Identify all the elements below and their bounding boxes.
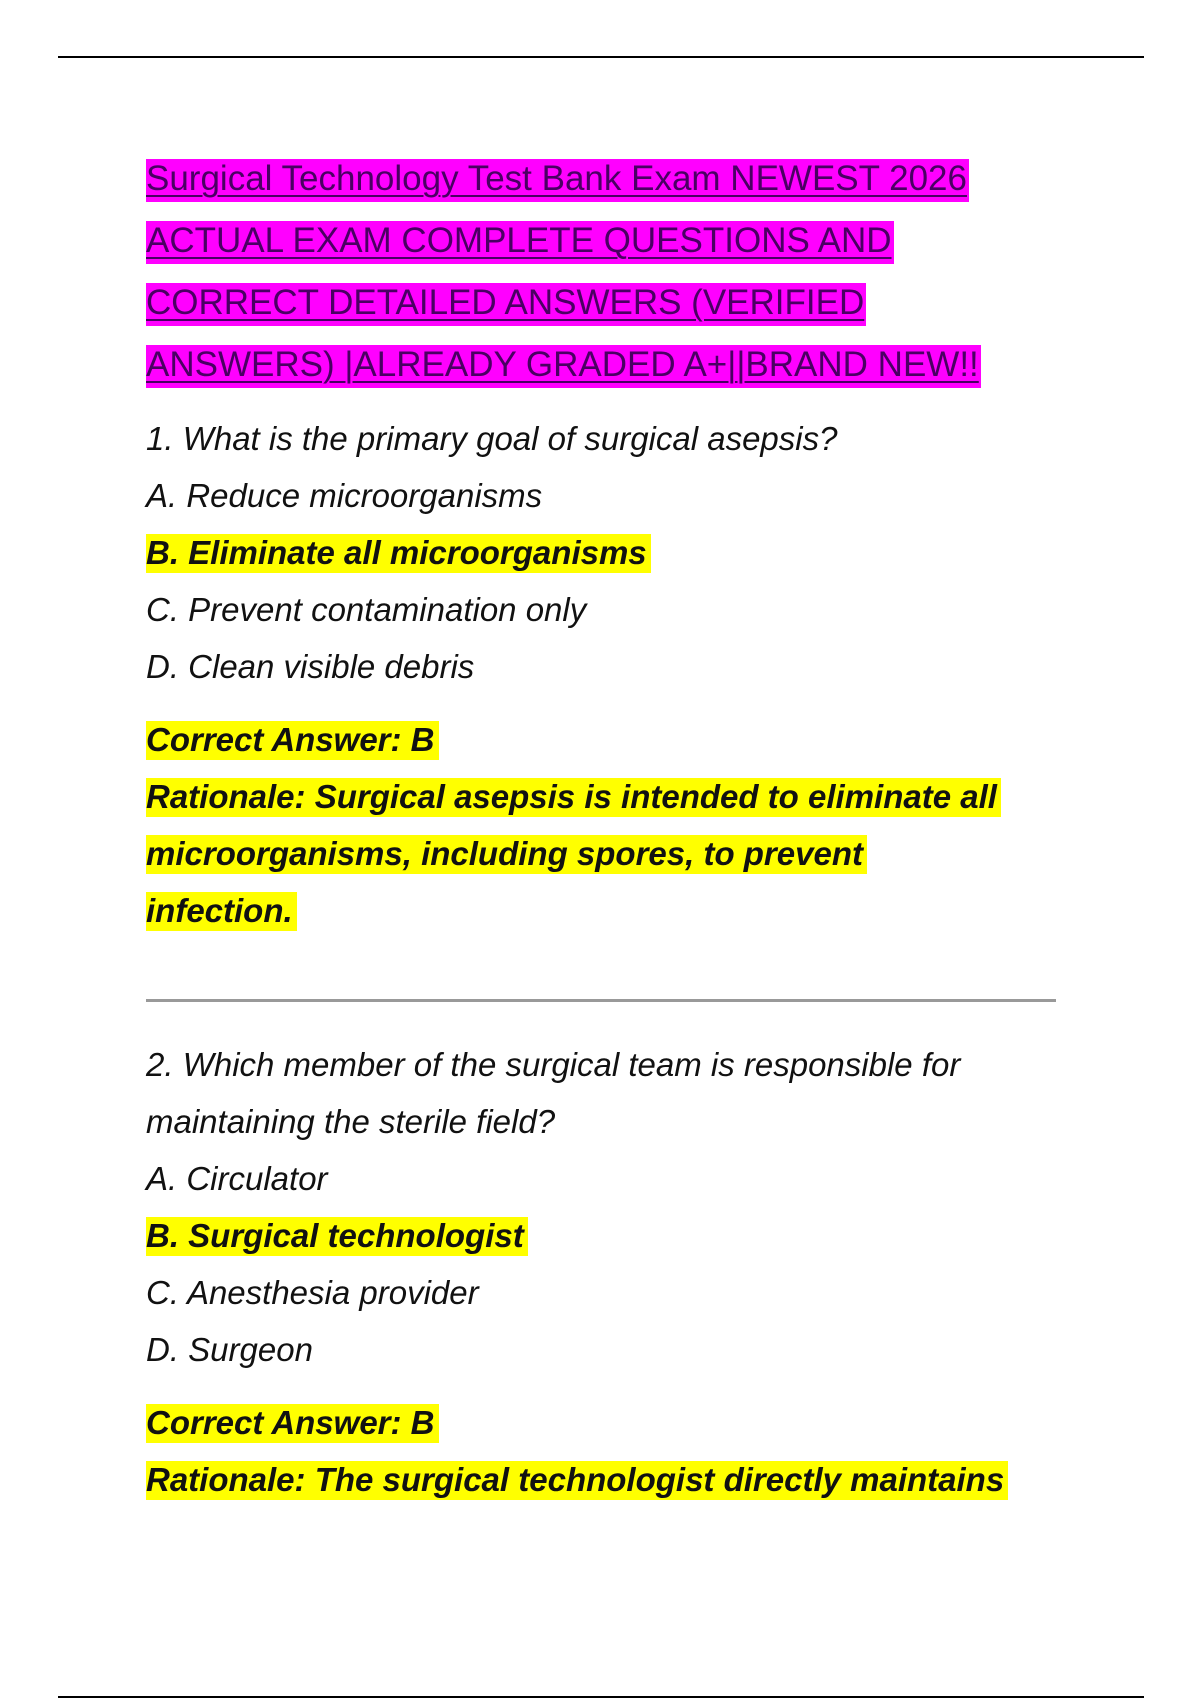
question-text-line: maintaining the sterile field? xyxy=(146,1103,556,1140)
rationale-line: infection. xyxy=(146,882,1066,939)
option-b-correct: B. Surgical technologist xyxy=(146,1207,1066,1264)
title-line: ANSWERS) |ALREADY GRADED A+||BRAND NEW!! xyxy=(146,345,981,388)
title-line: CORRECT DETAILED ANSWERS (VERIFIED xyxy=(146,283,866,326)
question-text-line: 2. Which member of the surgical team is responsible for xyxy=(146,1046,961,1083)
option-d: D. Surgeon xyxy=(146,1331,313,1368)
option-d: D. Clean visible debris xyxy=(146,648,475,685)
footer-rule xyxy=(58,1696,1144,1698)
document-title xyxy=(146,148,1066,396)
answer-block xyxy=(146,711,1066,939)
title-line: Surgical Technology Test Bank Exam NEWEST 2026 xyxy=(146,159,969,202)
rationale-line: Rationale: Surgical asepsis is intended to eliminate all xyxy=(146,768,1066,825)
option-a: A. Reduce microorganisms xyxy=(146,477,543,514)
correct-answer: Correct Answer: B xyxy=(146,1394,1066,1451)
option-c: C. Anesthesia provider xyxy=(146,1274,479,1311)
rationale-line: Rationale: The surgical technologist directly maintains xyxy=(146,1451,1066,1508)
option-a: A. Circulator xyxy=(146,1160,328,1197)
option-c: C. Prevent contamination only xyxy=(146,591,587,628)
section-divider xyxy=(146,999,1056,1002)
title-line: ACTUAL EXAM COMPLETE QUESTIONS AND xyxy=(146,221,894,264)
header-rule xyxy=(58,56,1144,58)
page-content xyxy=(146,148,1066,1508)
correct-answer: Correct Answer: B xyxy=(146,711,1066,768)
question-text: 1. What is the primary goal of surgical asepsis? xyxy=(146,420,838,457)
option-b-correct: B. Eliminate all microorganisms xyxy=(146,524,1066,581)
rationale-line: microorganisms, including spores, to prevent xyxy=(146,825,1066,882)
question-2 xyxy=(146,1036,1066,1508)
question-1 xyxy=(146,410,1066,939)
answer-block xyxy=(146,1394,1066,1508)
